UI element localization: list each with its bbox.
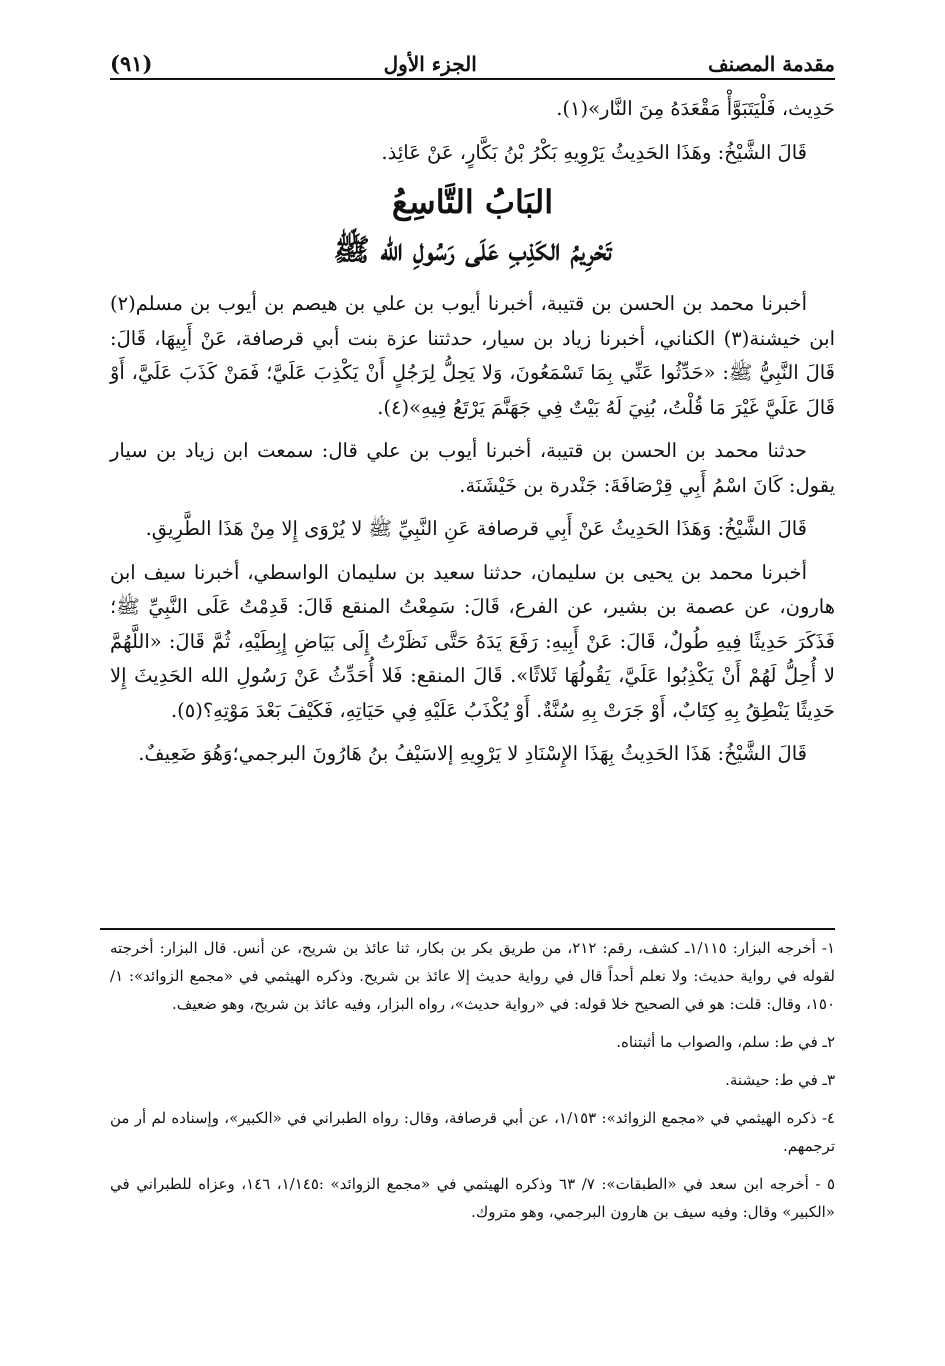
paragraph: قَالَ الشَّيْخُ: هَذَا الحَدِيثُ بِهَذَا الإِسْنَادِ لا يَرْوِيهِ إلاسَيْفُ بنُ هَارُونَ البرجمي؛وَهُوَ ضَعِيفٌ. <box>138 742 807 765</box>
footnote: ٤- ذكره الهيثمي في «مجمع الزوائد»: ١/١٥٣، عن أبي قرصافة، وقال: رواه الطبراني في «الكبير»، وإسناده لم أر من ترجمهم. <box>110 1109 835 1155</box>
footnote: ٥ - أخرجه ابن سعد في «الطبقات»: ٧/ ٦٣ وذكره الهيثمي في «مجمع الزوائد» :١/١٤٥، ١٤٦، وعزاه للطبراني في «الكبير» وقال: وفيه سيف بن هارون البرجمي، وهو متروك. <box>110 1175 835 1221</box>
paragraph: حدثنا محمد بن الحسن بن قتيبة، أخبرنا أيوب بن علي قال: سمعت ابن زياد بن سيار يقول: كَانَ اسْمُ أَبِي قِرْصَافَةَ: جَنْدرة بن خَيْشَنَة. <box>110 439 835 497</box>
volume-title: الجزء الأول <box>383 52 477 76</box>
section-title: مقدمة المصنف <box>707 52 835 76</box>
page-header <box>110 34 835 76</box>
header-divider <box>110 78 835 80</box>
paragraph: أخبرنا محمد بن الحسن بن قتيبة، أخبرنا أيوب بن علي بن هيصم بن أيوب بن مسلم(٢) ابن خيشنة(٣) الكناني، أخبرنا زياد بن سيار، حدثتنا عزة بنت أبي قرصافة، عَنْ أَبِيهَا، قَالَ: قَالَ النَّبِيُّ ﷺ: «حَدِّثُوا عَنِّي بِمَا تَسْمَعُونَ، وَلا يَحِلُّ لِرَجُلٍ أَنْ يَكْذِبَ عَلَيَّ؛ فَمَنْ كَذَبَ عَلَيَّ، أَوْ قَالَ عَلَيَّ غَيْرَ مَا قُلْتُ، بُنِيَ لَهُ بَيْتٌ فِي جَهَنَّمَ يَرْتَعُ فِيهِ»(٤). <box>110 292 835 419</box>
page-number: (٩١) <box>110 51 153 76</box>
paragraph: قَالَ الشَّيْخُ: وهَذَا الحَدِيثُ يَرْوِيهِ بَكْرُ بْنُ بَكَّارٍ، عَنْ عَائِذ. <box>381 140 807 164</box>
footnote: ١- أخرجه البزار: ١/١١٥ـ كشف، رقم: ٢١٢، من طريق بكر بن بكار، ثنا عائذ بن شريح، عن أنس. قال البزار: أخرجته لقوله في رواية حديث: ولا نعلم أحداً قال في رواية حديث إلا عائذ بن شريح. وذكره الهيثمي في «مجمع الزوائد»: ١/ ١٥٠، وقال: قلت: هو في الصحيح خلا قوله: في «رواية حديث»، رواه البزار، وفيه عائذ بن شريح، وهو ضعيف. <box>110 939 835 1013</box>
paragraph: قَالَ الشَّيْخُ: وَهَذَا الحَدِيثُ عَنْ أَبِي قرصافة عَنِ النَّبِيِّ ﷺ لا يُرْوَى إِلا مِنْ هَذَا الطَّرِيقِ. <box>145 517 807 540</box>
paragraph: أخبرنا محمد بن يحيى بن سليمان، حدثنا سعيد بن سليمان الواسطي، أخبرنا سيف ابن هارون، عن عصمة بن بشير، عن الفرع، قَالَ: سَمِعْتُ المنقع قَالَ: قَدِمْتُ عَلَى النَّبِيِّ ﷺ؛ فَذَكَرَ حَدِيثًا فِيهِ طُولٌ، قَالَ: عَنْ أَبِيهِ: رَفَعَ يَدَهُ حَتَّى نَظَرْتُ إِلَى بَيَاضِ إِبِطَيْهِ، ثُمَّ قَالَ: «اللَّهُمَّ لا أُحِلُّ لَهُمْ أَنْ يَكْذِبُوا عَلَيَّ، يَقُولُهَا ثَلاثًا». قَالَ المنقع: فَلا أُحَدِّثُ عَنْ رَسُولِ الله الحَدِيثَ إِلا حَدِيثًا يَنْطِقُ بِهِ كِتَابٌ، أَوْ جَرَتْ بِهِ سُنَّةٌ. أَوْ يُكْذَبُ عَلَيْهِ فِي حَيَاتِهِ، فَكَيْفَ بَعْدَ مَوْتِهِ؟(٥). <box>110 560 835 722</box>
footnotes <box>110 934 835 1236</box>
paragraph: حَدِيث، فَلْيَتَبَوَّأْ مَقْعَدَهُ مِنَ النَّار»(١). <box>556 97 835 120</box>
footnote: ٢ـ في ط: سلم، والصواب ما أثبتناه. <box>616 1033 835 1051</box>
footnote: ٣ـ في ط: حيشنة. <box>725 1071 835 1089</box>
page-body <box>110 92 835 781</box>
chapter-title: البَابُ التَّاسِعُ <box>391 183 554 221</box>
chapter-subtitle: تَحْرِيمُ الكَذِبِ عَلَى رَسُولِ الله ﷺ <box>333 233 612 268</box>
footnote-divider <box>100 928 835 930</box>
